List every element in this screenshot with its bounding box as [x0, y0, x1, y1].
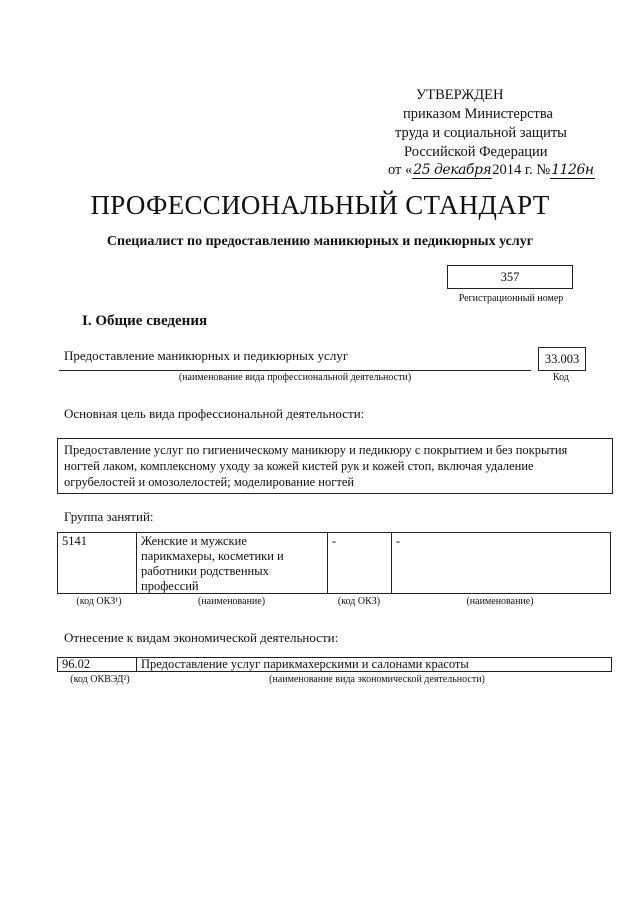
- economic-activity-label: Отнесение к видам экономической деятельности:: [64, 630, 339, 645]
- okz-code-cell-2: -: [328, 533, 392, 593]
- occupation-group-label: Группа занятий:: [64, 509, 154, 524]
- date-prefix: от «: [388, 162, 413, 178]
- okz-code-caption-2: (код ОКЗ): [337, 596, 381, 607]
- goal-label: Основная цель вида профессиональной деятельности:: [64, 406, 365, 421]
- date-suffix: 2014 г. №: [492, 162, 551, 178]
- activity-code-caption: Код: [553, 372, 569, 383]
- approval-line-federation: Российской Федерации: [404, 144, 548, 160]
- approval-line-order: приказом Министерства: [403, 106, 553, 122]
- okved-code-caption: (код ОКВЭД²): [70, 674, 130, 685]
- occupation-group-table: [57, 532, 611, 594]
- activity-code-box: 33.003: [538, 347, 586, 371]
- okved-code-cell: 96.02: [58, 658, 137, 671]
- activity-name: Предоставление маникюрных и педикюрных услуг: [64, 348, 349, 363]
- approval-date-line: [388, 161, 595, 180]
- okz-code-caption: (код ОКЗ¹): [76, 596, 122, 607]
- handwritten-date: 25 декабря: [413, 162, 492, 178]
- economic-activity-table: [57, 657, 612, 672]
- section-title: I. Общие сведения: [82, 313, 208, 329]
- document-title: ПРОФЕССИОНАЛЬНЫЙ СТАНДАРТ: [90, 190, 550, 220]
- goal-text-box: Предоставление услуг по гигиеническому маникюру и педикюру с покрытием и без покрытия ногтей лаком, комплексному уходу за кожей кистей рук и кожей стоп, включая удаление огрубелостей и омозолелостей; моделирование ногтей: [57, 438, 613, 494]
- document-subtitle: Специалист по предоставлению маникюрных и педикюрных услуг: [106, 234, 534, 249]
- registration-number-box: 357: [447, 265, 573, 289]
- okved-name-caption: (наименование вида экономической деятельности): [269, 674, 485, 685]
- registration-number-label: Регистрационный номер: [458, 293, 564, 304]
- okz-name-cell: Женские и мужские парикмахеры, косметики и работники родственных профессий: [137, 533, 328, 593]
- okz-code-cell: 5141: [58, 533, 137, 593]
- okz-name-caption-2: (наименование): [466, 596, 534, 607]
- activity-underline: [59, 370, 531, 371]
- okz-name-cell-2: -: [396, 534, 401, 548]
- handwritten-order-number: 1126н: [551, 162, 594, 178]
- okved-name-cell: Предоставление услуг парикмахерскими и салонами красоты: [141, 657, 469, 671]
- approval-heading: УТВЕРЖДЕН: [416, 87, 504, 103]
- activity-caption: (наименование вида профессиональной деятельности): [178, 372, 412, 383]
- okz-name-caption: (наименование): [197, 596, 266, 607]
- approval-line-ministry: труда и социальной защиты: [395, 125, 567, 141]
